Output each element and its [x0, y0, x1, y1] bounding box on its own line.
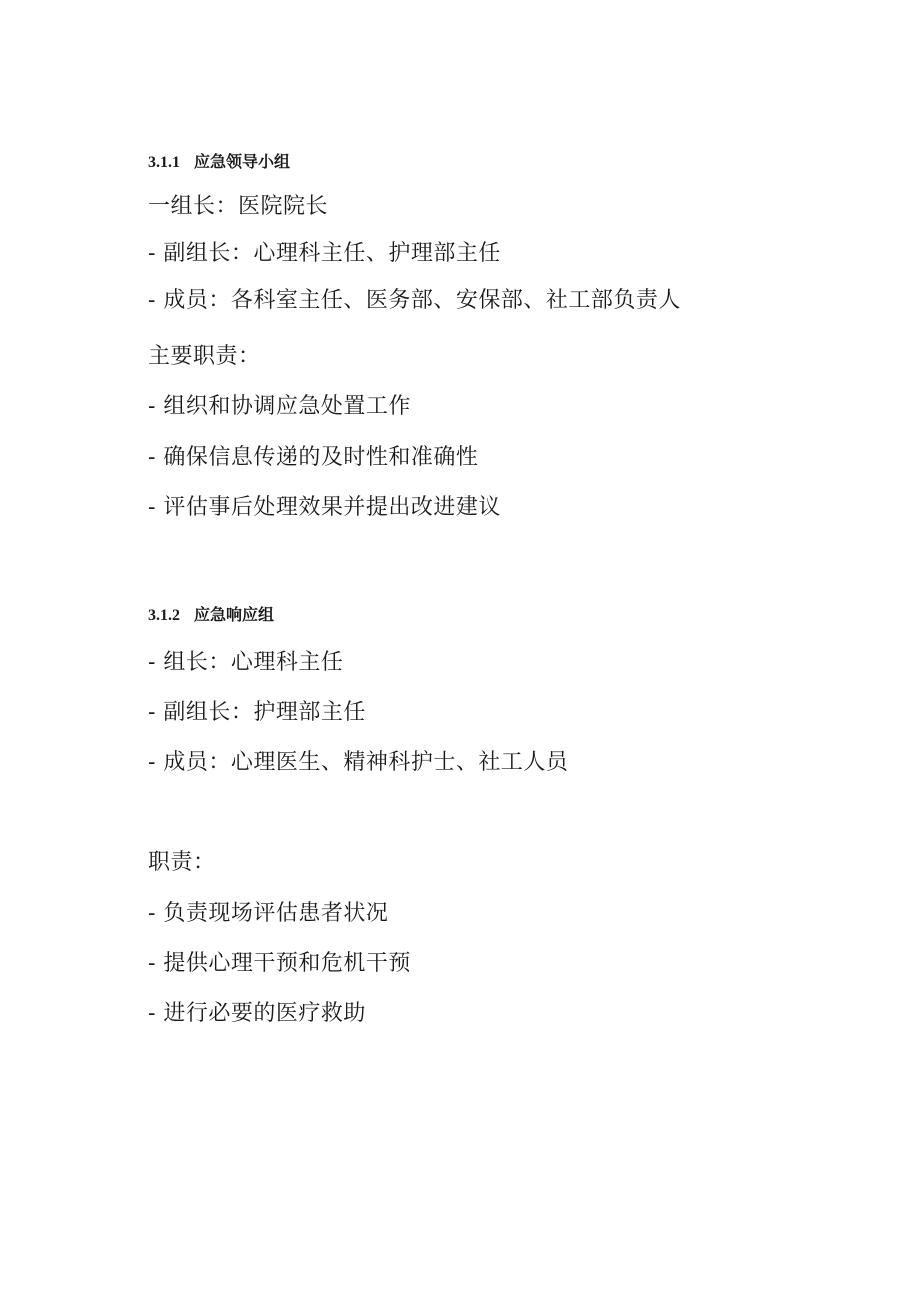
section-heading-3-1-2: [148, 605, 274, 626]
list-item: - 成员：心理医生、精神科护士、社工人员: [148, 750, 569, 775]
list-item: - 副组长：心理科主任、护理部主任: [148, 241, 501, 266]
list-item: - 评估事后处理效果并提出改进建议: [148, 495, 501, 520]
section-title: 应急响应组: [194, 605, 275, 624]
list-item: - 进行必要的医疗救助: [148, 1001, 366, 1026]
list-item: - 提供心理干预和危机干预: [148, 951, 411, 976]
list-item: - 确保信息传递的及时性和准确性: [148, 445, 479, 470]
list-item: - 组长：心理科主任: [148, 650, 344, 675]
duties-label: 主要职责：: [148, 344, 261, 369]
list-item: - 负责现场评估患者状况: [148, 901, 389, 926]
section-heading-3-1-1: [148, 152, 290, 173]
list-item: 一组长：医院院长: [148, 194, 329, 219]
list-item: - 副组长：护理部主任: [148, 700, 366, 725]
list-item: - 成员：各科室主任、医务部、安保部、社工部负责人: [148, 288, 681, 313]
list-item: - 组织和协调应急处置工作: [148, 394, 411, 419]
section-number: 3.1.2: [148, 607, 180, 624]
section-number: 3.1.1: [148, 154, 180, 171]
duties-label: 职责：: [148, 850, 216, 875]
section-title: 应急领导小组: [194, 152, 291, 171]
